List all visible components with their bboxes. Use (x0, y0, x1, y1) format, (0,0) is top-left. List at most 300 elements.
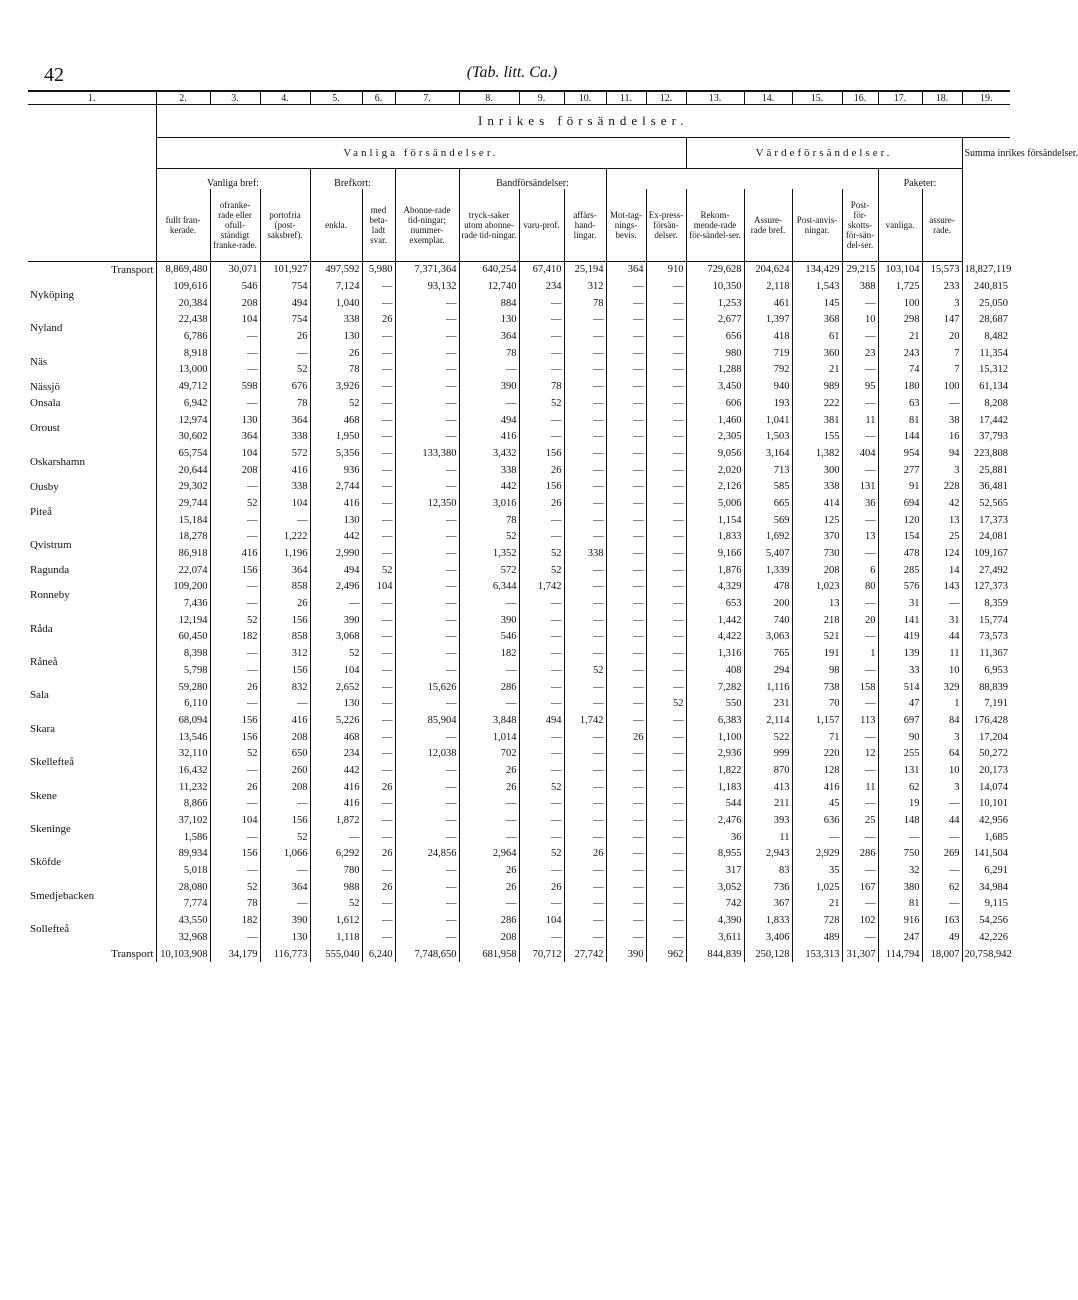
cell: 416 (260, 462, 310, 479)
cell: 74 (878, 362, 922, 379)
cell: 114,794 (878, 946, 922, 963)
cell: 1,822 (686, 762, 744, 779)
table-row (28, 328, 1010, 345)
table-row (28, 595, 1010, 612)
cell: 24,081 (962, 529, 1010, 546)
cell: — (564, 412, 606, 429)
cell: 3 (922, 779, 962, 796)
row-label: Skene (30, 789, 57, 802)
cell: — (210, 395, 260, 412)
cell: — (362, 862, 395, 879)
table-row (28, 729, 1010, 746)
cell: 62 (922, 879, 962, 896)
cell: — (395, 595, 459, 612)
cell: 104 (519, 912, 564, 929)
header-vanliga: Vanliga försändelser. (156, 138, 686, 169)
cell: 19 (878, 796, 922, 813)
cell: — (564, 779, 606, 796)
cell: 223,808 (962, 445, 1010, 462)
cell: 127,373 (962, 579, 1010, 596)
header-varde: Värdeförsändelser. (686, 138, 962, 169)
row-label: Sköfde (30, 856, 62, 869)
cell: 133,380 (395, 445, 459, 462)
cell: — (842, 896, 878, 913)
cell: — (519, 762, 564, 779)
cell: — (564, 362, 606, 379)
cell: 416 (310, 495, 362, 512)
cell: 286 (459, 912, 519, 929)
cell: 6,383 (686, 712, 744, 729)
cell: — (519, 929, 564, 946)
row-label: Onsala (30, 397, 61, 410)
cell: 844,839 (686, 946, 744, 963)
column-number: 16. (842, 91, 878, 105)
cell: 26 (459, 779, 519, 796)
cell: 182 (459, 645, 519, 662)
cell: 21 (878, 328, 922, 345)
cell: 729,628 (686, 261, 744, 278)
cell: — (459, 362, 519, 379)
table-row (28, 946, 1010, 963)
cell: 546 (210, 278, 260, 295)
cell: 124 (922, 545, 962, 562)
col-enkla: enkla. (310, 189, 362, 261)
cell: — (395, 295, 459, 312)
cell: — (842, 662, 878, 679)
cell: 13 (792, 595, 842, 612)
cell: — (260, 695, 310, 712)
column-number: 7. (395, 91, 459, 105)
cell: — (564, 328, 606, 345)
cell: 156 (210, 562, 260, 579)
cell: 18,278 (156, 529, 210, 546)
cell: 156 (519, 445, 564, 462)
cell: — (519, 812, 564, 829)
cell: — (362, 512, 395, 529)
cell: — (459, 662, 519, 679)
cell: 101,927 (260, 261, 310, 278)
cell: 598 (210, 378, 260, 395)
cell: 1,183 (686, 779, 744, 796)
cell: 191 (792, 645, 842, 662)
cell: 130 (310, 695, 362, 712)
cell: 131 (842, 478, 878, 495)
cell: 52 (310, 645, 362, 662)
cell: 156 (210, 846, 260, 863)
table-row (28, 562, 1010, 579)
cell: 338 (310, 312, 362, 329)
header-paketer: Paketer: (878, 169, 962, 190)
cell: 182 (210, 629, 260, 646)
cell: 312 (564, 278, 606, 295)
cell: 3,450 (686, 378, 744, 395)
cell: 68,094 (156, 712, 210, 729)
cell: 7,124 (310, 278, 362, 295)
cell: 141 (878, 612, 922, 629)
cell: — (519, 529, 564, 546)
table-row (28, 612, 1010, 629)
cell: — (210, 645, 260, 662)
cell: — (210, 862, 260, 879)
cell: 26 (519, 495, 564, 512)
cell: 30,602 (156, 428, 210, 445)
cell: 120 (878, 512, 922, 529)
cell: 13,000 (156, 362, 210, 379)
cell: 100 (878, 295, 922, 312)
cell: 17,204 (962, 729, 1010, 746)
cell: 380 (878, 879, 922, 896)
cell: 390 (606, 946, 646, 963)
cell: 86,918 (156, 545, 210, 562)
cell: 15,626 (395, 679, 459, 696)
cell: — (395, 562, 459, 579)
cell: 1,872 (310, 812, 362, 829)
cell: 2,964 (459, 846, 519, 863)
cell: — (519, 512, 564, 529)
cell: — (362, 762, 395, 779)
cell: 1,041 (744, 412, 792, 429)
cell: — (564, 762, 606, 779)
cell: 742 (686, 896, 744, 913)
cell: — (646, 278, 686, 295)
cell: — (646, 862, 686, 879)
cell: 104 (210, 312, 260, 329)
cell: — (646, 378, 686, 395)
cell: 416 (210, 545, 260, 562)
cell: 1,460 (686, 412, 744, 429)
cell: — (646, 428, 686, 445)
cell: 44 (922, 812, 962, 829)
cell: — (606, 662, 646, 679)
cell: 1,833 (744, 912, 792, 929)
cell: — (606, 462, 646, 479)
cell: 62 (878, 779, 922, 796)
cell: 102 (842, 912, 878, 929)
cell: 63 (878, 395, 922, 412)
cell: 4,422 (686, 629, 744, 646)
cell: 60,450 (156, 629, 210, 646)
cell: — (606, 846, 646, 863)
cell: 468 (310, 729, 362, 746)
cell: 180 (878, 378, 922, 395)
cell: — (395, 512, 459, 529)
cell: — (606, 862, 646, 879)
col-med-betaladt-svar: med beta-ladt svar. (362, 189, 395, 261)
cell: — (395, 896, 459, 913)
cell: 286 (842, 846, 878, 863)
table-row (28, 645, 1010, 662)
cell: — (646, 712, 686, 729)
cell: 10,350 (686, 278, 744, 295)
cell: — (606, 929, 646, 946)
cell: 23 (842, 345, 878, 362)
cell: 45 (792, 796, 842, 813)
cell: — (564, 862, 606, 879)
cell: — (564, 495, 606, 512)
column-number: 3. (210, 91, 260, 105)
cell: — (395, 312, 459, 329)
cell: 25,881 (962, 462, 1010, 479)
cell: — (606, 812, 646, 829)
cell: 285 (878, 562, 922, 579)
cell: 80 (842, 579, 878, 596)
cell: — (362, 912, 395, 929)
cell: 131 (878, 762, 922, 779)
cell: — (210, 478, 260, 495)
cell: 9,166 (686, 545, 744, 562)
cell: 81 (878, 896, 922, 913)
cell: 8,955 (686, 846, 744, 863)
table-row (28, 428, 1010, 445)
cell: — (606, 612, 646, 629)
cell: 21 (792, 896, 842, 913)
cell: 208 (210, 462, 260, 479)
cell: 522 (744, 729, 792, 746)
cell: 50,272 (962, 745, 1010, 762)
cell: 832 (260, 679, 310, 696)
cell: 2,990 (310, 545, 362, 562)
cell: — (564, 679, 606, 696)
cell: 368 (792, 312, 842, 329)
cell: 155 (792, 428, 842, 445)
cell: — (606, 579, 646, 596)
table-row (28, 412, 1010, 429)
cell: 1,339 (744, 562, 792, 579)
cell: — (519, 595, 564, 612)
cell: — (606, 896, 646, 913)
cell: — (606, 712, 646, 729)
cell: 134,429 (792, 261, 842, 278)
row-label: Skeninge (30, 822, 71, 835)
cell: 364 (459, 328, 519, 345)
cell: 312 (260, 645, 310, 662)
cell: 30,071 (210, 261, 260, 278)
cell: — (210, 579, 260, 596)
cell: — (519, 896, 564, 913)
cell: — (646, 896, 686, 913)
cell: — (260, 796, 310, 813)
cell: 1,222 (260, 529, 310, 546)
cell: — (646, 478, 686, 495)
cell: — (564, 395, 606, 412)
cell: 22,074 (156, 562, 210, 579)
cell: 125 (792, 512, 842, 529)
cell: 78 (459, 345, 519, 362)
cell: 26 (459, 879, 519, 896)
cell: 104 (260, 495, 310, 512)
cell: — (564, 445, 606, 462)
cell: 61 (792, 328, 842, 345)
cell: — (395, 378, 459, 395)
cell: 550 (686, 695, 744, 712)
cell: — (395, 829, 459, 846)
cell: — (395, 395, 459, 412)
cell: 6,786 (156, 328, 210, 345)
cell: — (646, 612, 686, 629)
cell: 3 (922, 729, 962, 746)
cell: 3 (922, 295, 962, 312)
cell: 100 (922, 378, 962, 395)
cell: 6 (842, 562, 878, 579)
cell: 52,565 (962, 495, 1010, 512)
cell: 89,934 (156, 846, 210, 863)
cell: 1,725 (878, 278, 922, 295)
cell: 52 (260, 829, 310, 846)
cell: 414 (792, 495, 842, 512)
cell: 910 (646, 261, 686, 278)
cell: — (564, 695, 606, 712)
cell: 73,573 (962, 629, 1010, 646)
cell: 2,677 (686, 312, 744, 329)
cell: 11,354 (962, 345, 1010, 362)
cell: 109,167 (962, 545, 1010, 562)
table-row (28, 395, 1010, 412)
cell: 128 (792, 762, 842, 779)
cell: 208 (459, 929, 519, 946)
col-ofrankerade: ofranke-rade eller ofull-ständigt franke-rade. (210, 189, 260, 261)
cell: — (260, 345, 310, 362)
cell: — (395, 912, 459, 929)
row-label: Näs (30, 355, 48, 368)
column-number: 17. (878, 91, 922, 105)
cell: 78 (459, 512, 519, 529)
cell: 139 (878, 645, 922, 662)
cell: 12,350 (395, 495, 459, 512)
cell: 26 (210, 679, 260, 696)
cell: 144 (878, 428, 922, 445)
cell: — (842, 595, 878, 612)
cell: 52 (362, 562, 395, 579)
cell: 234 (310, 745, 362, 762)
cell: 546 (459, 629, 519, 646)
cell: 104 (210, 812, 260, 829)
cell: 2,652 (310, 679, 362, 696)
cell: — (842, 729, 878, 746)
table-row (28, 879, 1010, 896)
cell: 1,288 (686, 362, 744, 379)
cell: 20 (842, 612, 878, 629)
cell: — (362, 295, 395, 312)
cell: — (606, 695, 646, 712)
cell: 231 (744, 695, 792, 712)
table-body (28, 261, 1010, 962)
cell: — (606, 495, 646, 512)
cell: 2,476 (686, 812, 744, 829)
cell: — (459, 395, 519, 412)
cell: — (210, 695, 260, 712)
cell: 1,503 (744, 428, 792, 445)
cell: 163 (922, 912, 962, 929)
cell: 8,866 (156, 796, 210, 813)
cell: 989 (792, 378, 842, 395)
cell: 182 (210, 912, 260, 929)
cell: 11 (842, 779, 878, 796)
cell: — (362, 662, 395, 679)
cell: — (362, 428, 395, 445)
cell: 98 (792, 662, 842, 679)
cell: — (646, 929, 686, 946)
cell: 681,958 (459, 946, 519, 963)
cell: — (922, 595, 962, 612)
cell: 6,953 (962, 662, 1010, 679)
cell: 870 (744, 762, 792, 779)
cell: 25,194 (564, 261, 606, 278)
cell: 2,020 (686, 462, 744, 479)
cell: 84 (922, 712, 962, 729)
cell: — (606, 829, 646, 846)
cell: — (606, 312, 646, 329)
cell: — (646, 362, 686, 379)
cell: — (606, 345, 646, 362)
cell: 572 (260, 445, 310, 462)
row-label: Råda (30, 622, 53, 635)
cell: 1,742 (519, 579, 564, 596)
cell: — (519, 362, 564, 379)
cell: 5,980 (362, 261, 395, 278)
cell: — (564, 345, 606, 362)
table-row (28, 812, 1010, 829)
cell: — (564, 912, 606, 929)
cell: 17,442 (962, 412, 1010, 429)
cell: 478 (878, 545, 922, 562)
cell: 5,006 (686, 495, 744, 512)
cell: 26 (606, 729, 646, 746)
cell: 130 (310, 328, 362, 345)
table-row (28, 796, 1010, 813)
cell: 109,200 (156, 579, 210, 596)
row-label: Ousby (30, 480, 59, 493)
cell: — (362, 278, 395, 295)
cell: 36,481 (962, 478, 1010, 495)
col-postanvisningar: Post-anvis-ningar. (792, 189, 842, 261)
cell: 11 (922, 645, 962, 662)
cell: 10,103,908 (156, 946, 210, 963)
cell: 1,586 (156, 829, 210, 846)
table-row (28, 712, 1010, 729)
cell: — (842, 545, 878, 562)
cell: 42 (922, 495, 962, 512)
row-label: Qvistrum (30, 539, 72, 552)
col-mottagningsbevis: Mot-tag-nings-bevis. (606, 189, 646, 261)
cell: — (646, 295, 686, 312)
cell: — (395, 812, 459, 829)
cell: 176,428 (962, 712, 1010, 729)
cell: — (646, 662, 686, 679)
cell: 5,407 (744, 545, 792, 562)
cell: 104 (210, 445, 260, 462)
cell: 20,644 (156, 462, 210, 479)
cell: — (395, 695, 459, 712)
cell: 154 (878, 529, 922, 546)
cell: — (395, 729, 459, 746)
cell: 585 (744, 478, 792, 495)
cell: — (922, 395, 962, 412)
cell: — (646, 312, 686, 329)
cell: — (842, 796, 878, 813)
cell: — (842, 328, 878, 345)
cell: — (519, 629, 564, 646)
cell: 544 (686, 796, 744, 813)
cell: — (606, 595, 646, 612)
cell: 208 (792, 562, 842, 579)
cell: 26 (362, 312, 395, 329)
cell: 988 (310, 879, 362, 896)
cell: 494 (519, 712, 564, 729)
cell: 329 (922, 679, 962, 696)
cell: — (362, 378, 395, 395)
cell: 31 (878, 595, 922, 612)
cell: 211 (744, 796, 792, 813)
